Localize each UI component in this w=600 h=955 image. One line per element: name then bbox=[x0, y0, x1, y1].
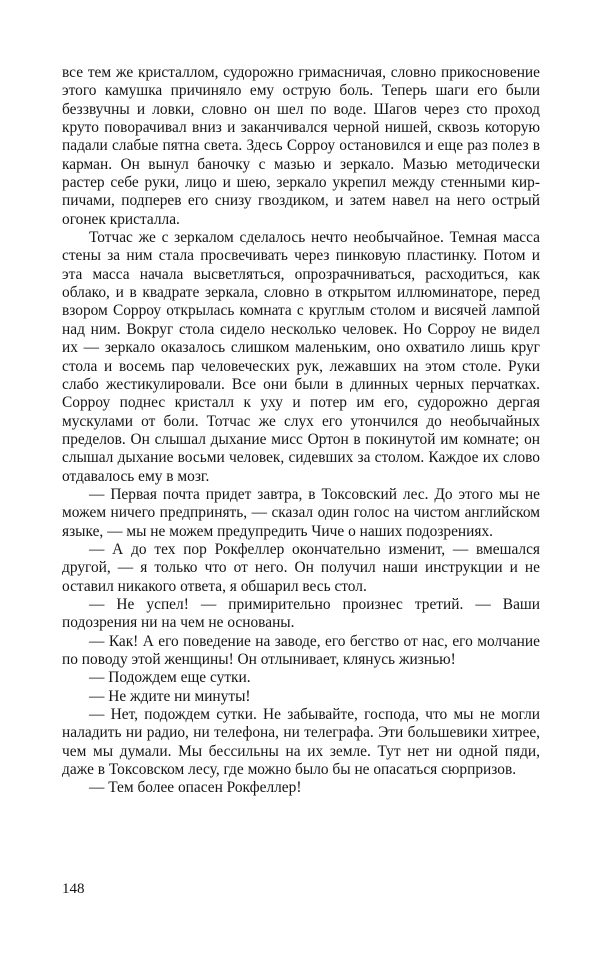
dialogue-line-3: — Не успел! — примирительно произнес третий. — Ваши подозрения ни на чем не основаны. bbox=[62, 595, 540, 632]
dialogue-line-8: — Тем более опасен Рокфеллер! bbox=[89, 779, 302, 797]
dialogue-line-6: — Не ждите ни минуты! bbox=[89, 687, 251, 705]
dialogue-line-5: — Подождем еще сутки. bbox=[89, 669, 251, 687]
body-text bbox=[62, 64, 540, 798]
dialogue-line-7: — Нет, подождем сутки. Не забывайте, господа, что мы не могли наладить ни радио, ни телефона, ни телеграфа. Эти большевики хитрее, чем мы думали. Мы бессильны на их земле. Тут нет ни одной пяди, даже в Токсовском лесу, где можно было бы не опасаться сюрпризов. bbox=[62, 706, 540, 779]
paragraph-1: все тем же кристаллом, судорожно гримасничая, словно прикосновение этого камушка причиняло ему острую боль. Теперь шаги его были беззвучны и ловки, словно он шел по воде. Шагов через сто проход круто поворачивал вниз и заканчивался черной нишей, сквозь которую падали слабые пятна света. Здесь Сорроу остановился и еще раз полез в карман. Он вынул баночку с мазью и зеркало. Мазью методически растер себе руки, лицо и шею, зеркало укрепил между стенными кирпичами, подперев его снизу гвоздиком, и затем навел на него острый огонек кристалла. bbox=[62, 64, 540, 228]
dialogue-line-4: — Как! А его поведение на заводе, его бегство от нас, его молчание по поводу этой женщины! Он отлынивает, клянусь жизнью! bbox=[62, 632, 540, 668]
dialogue-line-1: — Первая почта придет завтра, в Токсовский лес. До этого мы не можем ничего предпринять, — сказал один голос на чистом английском языке, — мы не можем предупредить Чиче о наших подозрениях. bbox=[62, 485, 540, 540]
page-number: 148 bbox=[62, 881, 85, 897]
paragraph-2: Тотчас же с зеркалом сделалось нечто необычайное. Темная масса стены за ним стала просвечивать через пинковую пластинку. Потом и эта масса начала высветляться, опрозрачниваться, расходиться, как облако, и в квадрате зеркала, словно в открытом иллюминаторе, перед взором Сорроу открылась комната с круглым столом и висячей лампой над ним. Вокруг стола сидело несколько человек. Но Сорроу не видел их — зеркало оказалось слишком маленьким, оно охватило лишь круг стола и восемь пар человеческих рук, лежавших на этом столе. Руки слабо жестикулировали. Все они были в длинных черных перчатках. Сорроу поднес кристалл к уху и потер им его, судорожно дергая мускулами от боли. Тотчас же слух его утончился до необычайных пределов. Он слышал дыхание мисс Ортон в покинутой им комнате; он слышал дыхание восьми человек, сидевших за столом. Каждое их слово отдавалось ему в мозг. bbox=[62, 229, 540, 485]
dialogue-line-2: — А до тех пор Рокфеллер окончательно изменит, — вмешался другой, — я только что от него. Он получил наши инструкции и не оставил никакого ответа, я обшарил весь стол. bbox=[62, 540, 540, 595]
